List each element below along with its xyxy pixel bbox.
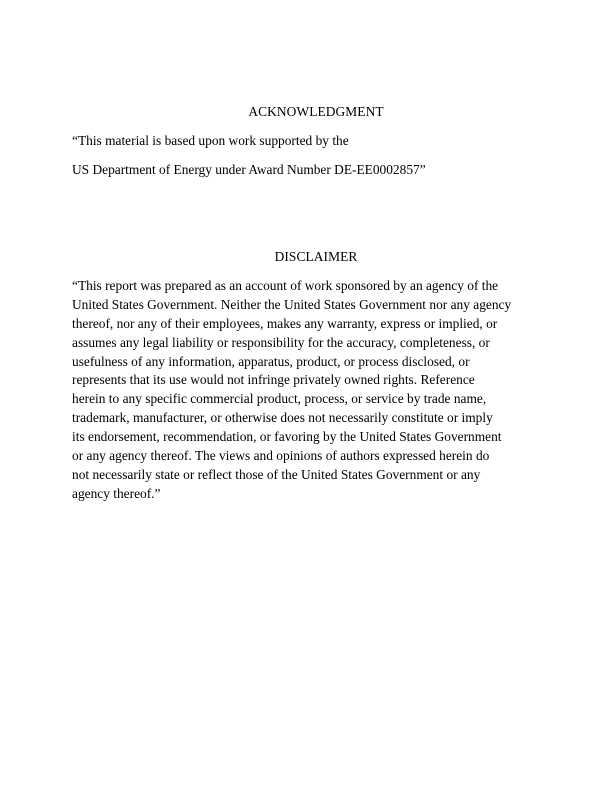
disclaimer-line: represents that its use would not infringe privately owned rights. Reference bbox=[72, 372, 475, 388]
disclaimer-line: thereof, nor any of their employees, makes any warranty, express or implied, or bbox=[72, 315, 498, 331]
acknowledgment-heading: ACKNOWLEDGMENT bbox=[248, 104, 384, 119]
disclaimer-line: not necessarily state or reflect those of the United States Government or any bbox=[72, 466, 481, 482]
disclaimer-line: or any agency thereof. The views and opinions of authors expressed herein do bbox=[72, 448, 490, 464]
disclaimer-line: assumes any legal liability or responsibility for the accuracy, completeness, or bbox=[72, 334, 490, 350]
disclaimer-heading: DISCLAIMER bbox=[274, 249, 358, 264]
disclaimer-line: trademark, manufacturer, or otherwise does not necessarily constitute or imply bbox=[72, 410, 493, 426]
disclaimer-line: herein to any specific commercial product, process, or service by trade name, bbox=[72, 391, 487, 407]
disclaimer-line: “This report was prepared as an account of work sponsored by an agency of the bbox=[72, 278, 499, 293]
disclaimer-paragraph bbox=[72, 278, 562, 505]
disclaimer-line: its endorsement, recommendation, or favoring by the United States Government bbox=[72, 429, 502, 445]
disclaimer-line: usefulness of any information, apparatus, product, or process disclosed, or bbox=[72, 353, 470, 369]
acknowledgment-line: US Department of Energy under Award Number DE-EE0002857” bbox=[72, 162, 426, 177]
disclaimer-line: United States Government. Neither the United States Government nor any agency bbox=[72, 296, 512, 312]
acknowledgment-line: “This material is based upon work supported by the bbox=[72, 133, 349, 148]
disclaimer-line: agency thereof.” bbox=[72, 485, 161, 501]
